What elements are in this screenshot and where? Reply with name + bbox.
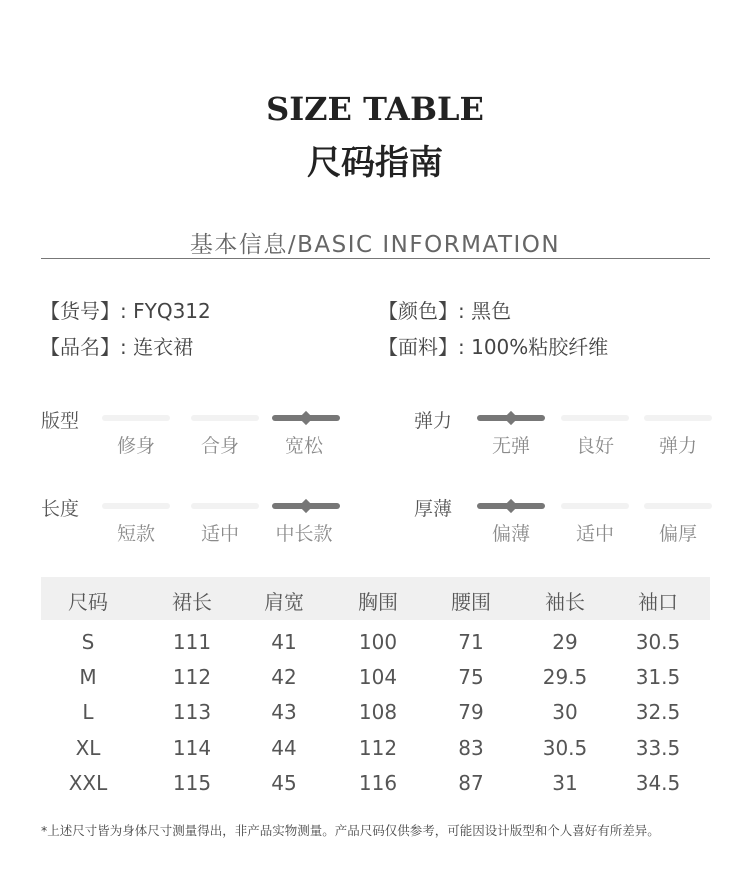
color-label: 【颜色】: xyxy=(378,299,465,323)
table-cell: 112 xyxy=(358,736,398,760)
section-divider xyxy=(41,258,710,259)
elasticity-bar-0 xyxy=(477,415,545,421)
table-header-cell: 腰围 xyxy=(451,590,491,614)
item-no-label: 【货号】: xyxy=(40,299,127,323)
thickness-option-0: 偏薄 xyxy=(491,523,530,545)
table-cell: 34.5 xyxy=(635,771,681,795)
fit-option-1: 合身 xyxy=(200,435,239,457)
thickness-option-1: 适中 xyxy=(575,523,614,545)
size-guide-title-cn: 尺码指南 xyxy=(307,143,443,183)
table-cell: 44 xyxy=(271,736,297,760)
table-cell: 112 xyxy=(172,665,212,689)
fit-label: 版型 xyxy=(41,410,80,432)
fabric-row xyxy=(378,331,608,360)
table-cell: 114 xyxy=(172,736,212,760)
fit-option-0: 修身 xyxy=(116,435,155,457)
length-bar-0 xyxy=(102,503,170,509)
name-value: 连衣裙 xyxy=(133,335,194,359)
table-cell: 42 xyxy=(271,665,297,689)
name-row xyxy=(40,331,193,360)
table-header-cell: 尺码 xyxy=(68,590,108,614)
color-value: 黑色 xyxy=(471,299,512,323)
table-cell: L xyxy=(82,700,94,724)
thickness-label: 厚薄 xyxy=(414,498,453,520)
table-cell: 41 xyxy=(271,630,297,654)
fit-bar-2 xyxy=(272,415,340,421)
table-cell: 100 xyxy=(358,630,398,654)
length-bar-2 xyxy=(272,503,340,509)
table-cell: 29.5 xyxy=(542,665,588,689)
table-cell: 115 xyxy=(172,771,212,795)
table-cell: 31.5 xyxy=(635,665,681,689)
selected-indicator-dot xyxy=(299,411,313,425)
table-cell: 75 xyxy=(458,665,484,689)
color-row xyxy=(378,295,511,324)
item-no-value: FYQ312 xyxy=(133,299,211,323)
thickness-bar-2 xyxy=(644,503,712,509)
basic-info-section-title: 基本信息/BASIC INFORMATION xyxy=(189,232,561,258)
elasticity-option-1: 良好 xyxy=(575,435,614,457)
size-disclaimer-note: *上述尺寸皆为身体尺寸测量得出，非产品实物测量。产品尺码仅供参考，可能因设计版型和个人喜好有所差异。 xyxy=(41,823,660,838)
thickness-bar-1 xyxy=(561,503,629,509)
selected-indicator-dot xyxy=(504,411,518,425)
length-bar-1 xyxy=(191,503,259,509)
table-cell: 31 xyxy=(552,771,578,795)
length-option-1: 适中 xyxy=(200,523,239,545)
table-cell: 33.5 xyxy=(635,736,681,760)
length-label: 长度 xyxy=(41,498,80,520)
elasticity-bar-2 xyxy=(644,415,712,421)
table-header-cell: 胸围 xyxy=(358,590,398,614)
elasticity-option-0: 无弹 xyxy=(491,435,530,457)
table-cell: 71 xyxy=(458,630,484,654)
table-cell: XL xyxy=(75,736,101,760)
table-cell: 30 xyxy=(552,700,578,724)
table-cell: S xyxy=(81,630,95,654)
fabric-label: 【面料】: xyxy=(378,335,465,359)
table-cell: 104 xyxy=(358,665,398,689)
item-no-row xyxy=(40,295,211,324)
table-cell: 83 xyxy=(458,736,484,760)
table-cell: 30.5 xyxy=(635,630,681,654)
fabric-value: 100%粘胶纤维 xyxy=(471,335,609,359)
table-cell: 32.5 xyxy=(635,700,681,724)
table-header-cell: 裙长 xyxy=(172,590,212,614)
table-cell: M xyxy=(79,665,97,689)
table-cell: XXL xyxy=(68,771,108,795)
fit-bar-1 xyxy=(191,415,259,421)
table-header-cell: 袖口 xyxy=(638,590,678,614)
selected-indicator-dot xyxy=(504,499,518,513)
selected-indicator-dot xyxy=(299,499,313,513)
table-cell: 30.5 xyxy=(542,736,588,760)
length-option-0: 短款 xyxy=(116,523,155,545)
table-cell: 87 xyxy=(458,771,484,795)
table-cell: 113 xyxy=(172,700,212,724)
table-cell: 111 xyxy=(172,630,212,654)
name-label: 【品名】: xyxy=(40,335,127,359)
table-cell: 45 xyxy=(271,771,297,795)
elasticity-bar-1 xyxy=(561,415,629,421)
table-header-cell: 肩宽 xyxy=(264,590,304,614)
table-cell: 116 xyxy=(358,771,398,795)
elasticity-label: 弹力 xyxy=(414,410,453,432)
table-cell: 43 xyxy=(271,700,297,724)
thickness-bar-0 xyxy=(477,503,545,509)
table-cell: 79 xyxy=(458,700,484,724)
thickness-option-2: 偏厚 xyxy=(658,523,697,545)
table-cell: 108 xyxy=(358,700,398,724)
fit-bar-0 xyxy=(102,415,170,421)
size-table-title-en: SIZE TABLE xyxy=(266,90,484,128)
length-option-2: 中长款 xyxy=(275,523,333,545)
table-header-cell: 袖长 xyxy=(545,590,585,614)
fit-option-2: 宽松 xyxy=(284,435,323,457)
table-cell: 29 xyxy=(552,630,578,654)
elasticity-option-2: 弹力 xyxy=(658,435,697,457)
